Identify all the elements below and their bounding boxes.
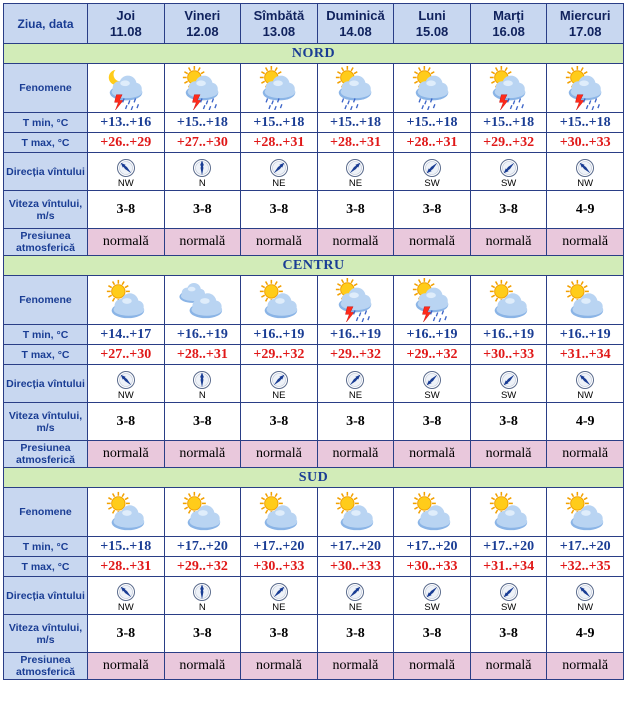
wind-speed-value: 3-8 <box>241 191 318 229</box>
tmin-value: +17..+20 <box>164 537 241 557</box>
phenomena-cell <box>317 488 394 537</box>
wind-compass-icon <box>318 158 394 178</box>
day-name: Marți <box>493 7 525 23</box>
wind-speed-value: 3-8 <box>470 615 547 653</box>
wind-speed-value: 4-9 <box>547 615 624 653</box>
day-name: Sîmbătă <box>253 7 305 23</box>
pressure-value: normală <box>547 653 624 680</box>
pressure-value: normală <box>88 229 165 256</box>
tmax-row <box>4 345 624 365</box>
pressure-row <box>4 229 624 256</box>
wind-compass-icon <box>318 582 394 602</box>
phenomena-cell <box>547 64 624 113</box>
wind-speed-value: 3-8 <box>317 403 394 441</box>
phenomena-cell <box>470 64 547 113</box>
row-label-wind-speed: Viteza vîntului, m/s <box>4 403 88 441</box>
tmin-value: +17..+20 <box>394 537 471 557</box>
tmin-value: +17..+20 <box>470 537 547 557</box>
wind-direction-label: SW <box>424 177 440 189</box>
tmin-row <box>4 113 624 133</box>
wind-speed-value: 3-8 <box>470 191 547 229</box>
sun-cloud-rain-icon <box>241 66 317 110</box>
row-label-phenomena: Fenomene <box>4 64 88 113</box>
phenomena-cell <box>394 276 471 325</box>
day-name: Joi <box>116 7 136 23</box>
wind-speed-value: 3-8 <box>317 191 394 229</box>
sun-cloud-thunder-rain-icon <box>318 278 394 322</box>
wind-speed-value: 3-8 <box>394 191 471 229</box>
wind-direction-label: NE <box>348 601 363 613</box>
wind-compass-icon <box>471 158 547 178</box>
day-header <box>394 4 471 44</box>
day-header <box>164 4 241 44</box>
wind-compass-icon <box>547 158 623 178</box>
wind-direction-cell <box>241 365 318 403</box>
tmin-value: +17..+20 <box>547 537 624 557</box>
tmax-row <box>4 133 624 153</box>
region-row <box>4 44 624 64</box>
wind-speed-value: 4-9 <box>547 403 624 441</box>
tmax-value: +32..+35 <box>547 557 624 577</box>
header-row <box>4 4 624 44</box>
day-header <box>317 4 394 44</box>
tmin-value: +16..+19 <box>394 325 471 345</box>
pressure-value: normală <box>317 653 394 680</box>
day-date: 15.08 <box>415 23 449 39</box>
sun-cloud-icon <box>471 490 547 534</box>
tmax-value: +28..+31 <box>88 557 165 577</box>
wind-direction-cell <box>317 577 394 615</box>
wind-direction-label: NW <box>577 601 594 613</box>
phenomena-cell <box>241 64 318 113</box>
pressure-value: normală <box>394 229 471 256</box>
wind-compass-icon <box>394 370 470 390</box>
tmax-value: +31..+34 <box>470 557 547 577</box>
wind-direction-cell <box>88 153 165 191</box>
row-label-phenomena: Fenomene <box>4 276 88 325</box>
day-header <box>547 4 624 44</box>
tmax-value: +31..+34 <box>547 345 624 365</box>
tmax-value: +27..+30 <box>88 345 165 365</box>
wind-compass-icon <box>318 370 394 390</box>
wind-compass-icon <box>394 158 470 178</box>
pressure-value: normală <box>164 441 241 468</box>
tmin-value: +16..+19 <box>164 325 241 345</box>
sun-cloud-icon <box>241 278 317 322</box>
sun-cloud-thunder-rain-icon <box>165 66 241 110</box>
pressure-value: normală <box>241 441 318 468</box>
phenomena-row <box>4 276 624 325</box>
phenomena-row <box>4 488 624 537</box>
wind-speed-value: 3-8 <box>88 615 165 653</box>
row-label-wind-speed: Viteza vîntului, m/s <box>4 615 88 653</box>
wind-speed-value: 3-8 <box>241 615 318 653</box>
wind-speed-value: 3-8 <box>394 615 471 653</box>
wind-speed-row <box>4 615 624 653</box>
wind-direction-label: N <box>198 177 206 189</box>
tmin-value: +15..+18 <box>241 113 318 133</box>
row-label-tmax: T max, °C <box>4 133 88 153</box>
wind-direction-label: NE <box>272 601 286 613</box>
wind-direction-cell <box>317 153 394 191</box>
phenomena-cell <box>88 64 165 113</box>
phenomena-cell <box>394 64 471 113</box>
sun-cloud-icon <box>88 278 164 322</box>
wind-direction-cell <box>317 365 394 403</box>
phenomena-cell <box>317 64 394 113</box>
forecast-body <box>4 4 624 680</box>
wind-compass-icon <box>165 370 241 390</box>
wind-speed-value: 3-8 <box>88 403 165 441</box>
tmin-row <box>4 537 624 557</box>
phenomena-cell <box>164 488 241 537</box>
wind-direction-cell <box>241 577 318 615</box>
tmin-value: +15..+18 <box>164 113 241 133</box>
row-label-wind-speed: Viteza vîntului, m/s <box>4 191 88 229</box>
cloud-icon <box>165 278 241 322</box>
tmax-value: +28..+31 <box>317 133 394 153</box>
wind-direction-label: N <box>198 389 206 401</box>
wind-direction-cell <box>394 153 471 191</box>
tmin-value: +16..+19 <box>241 325 318 345</box>
sun-cloud-icon <box>547 278 623 322</box>
phenomena-cell <box>547 488 624 537</box>
wind-compass-icon <box>165 158 241 178</box>
phenomena-row <box>4 64 624 113</box>
tmin-value: +15..+18 <box>88 537 165 557</box>
row-label-tmin: T min, °C <box>4 537 88 557</box>
wind-speed-value: 3-8 <box>317 615 394 653</box>
wind-direction-label: SW <box>424 601 440 613</box>
tmin-value: +16..+19 <box>547 325 624 345</box>
sun-cloud-icon <box>394 490 470 534</box>
tmin-value: +15..+18 <box>547 113 624 133</box>
wind-compass-icon <box>547 582 623 602</box>
day-header <box>88 4 165 44</box>
row-label-tmin: T min, °C <box>4 113 88 133</box>
wind-compass-icon <box>241 370 317 390</box>
tmax-value: +29..+32 <box>164 557 241 577</box>
wind-compass-icon <box>547 370 623 390</box>
tmin-value: +14..+17 <box>88 325 165 345</box>
wind-direction-label: NW <box>577 389 594 401</box>
row-label-tmax: T max, °C <box>4 345 88 365</box>
wind-direction-label: SW <box>500 601 517 613</box>
day-name: Duminică <box>326 7 385 23</box>
day-name: Luni <box>418 7 446 23</box>
pressure-value: normală <box>394 653 471 680</box>
wind-direction-label: SW <box>500 177 517 189</box>
wind-direction-label: NE <box>348 177 363 189</box>
tmax-row <box>4 557 624 577</box>
tmin-value: +17..+20 <box>241 537 318 557</box>
wind-direction-label: NW <box>117 389 134 401</box>
pressure-value: normală <box>164 229 241 256</box>
pressure-value: normală <box>241 653 318 680</box>
day-date: 17.08 <box>568 23 602 39</box>
wind-compass-icon <box>88 370 164 390</box>
phenomena-cell <box>164 64 241 113</box>
wind-direction-label: SW <box>424 389 440 401</box>
row-label-wind-dir: Direcția vîntului <box>4 153 88 191</box>
wind-direction-cell <box>394 365 471 403</box>
pressure-value: normală <box>164 653 241 680</box>
tmax-value: +29..+32 <box>394 345 471 365</box>
sun-cloud-icon <box>88 490 164 534</box>
wind-compass-icon <box>88 582 164 602</box>
sun-cloud-rain-icon <box>394 66 470 110</box>
forecast-table <box>3 3 624 680</box>
region-title: NORD <box>4 44 624 64</box>
day-date: 11.08 <box>109 23 142 39</box>
wind-compass-icon <box>241 158 317 178</box>
wind-direction-label: NE <box>272 389 286 401</box>
wind-direction-cell <box>164 153 241 191</box>
tmin-value: +15..+18 <box>317 113 394 133</box>
pressure-value: normală <box>88 653 165 680</box>
wind-direction-label: NW <box>577 177 594 189</box>
row-label-pressure: Presiunea atmosferică <box>4 229 88 256</box>
sun-cloud-icon <box>547 490 623 534</box>
tmax-value: +28..+31 <box>164 345 241 365</box>
wind-direction-label: NW <box>117 177 134 189</box>
phenomena-cell <box>241 276 318 325</box>
sun-cloud-thunder-rain-icon <box>471 66 547 110</box>
wind-speed-row <box>4 191 624 229</box>
sun-cloud-thunder-rain-icon <box>547 66 623 110</box>
wind-speed-value: 3-8 <box>88 191 165 229</box>
wind-direction-cell <box>547 577 624 615</box>
wind-speed-value: 3-8 <box>164 615 241 653</box>
sun-cloud-icon <box>318 490 394 534</box>
wind-direction-cell <box>394 577 471 615</box>
tmax-value: +30..+33 <box>547 133 624 153</box>
wind-compass-icon <box>471 370 547 390</box>
tmax-value: +28..+31 <box>241 133 318 153</box>
wind-direction-cell <box>547 365 624 403</box>
region-title: CENTRU <box>4 256 624 276</box>
wind-speed-value: 3-8 <box>394 403 471 441</box>
tmax-value: +28..+31 <box>394 133 471 153</box>
wind-speed-value: 3-8 <box>164 191 241 229</box>
pressure-value: normală <box>470 229 547 256</box>
corner-label: Ziua, data <box>4 4 88 44</box>
wind-compass-icon <box>165 582 241 602</box>
phenomena-cell <box>394 488 471 537</box>
row-label-pressure: Presiunea atmosferică <box>4 653 88 680</box>
wind-direction-cell <box>547 153 624 191</box>
wind-speed-value: 3-8 <box>164 403 241 441</box>
tmin-value: +17..+20 <box>317 537 394 557</box>
row-label-tmin: T min, °C <box>4 325 88 345</box>
wind-direction-label: N <box>198 601 206 613</box>
sun-cloud-rain-icon <box>318 66 394 110</box>
phenomena-cell <box>164 276 241 325</box>
wind-direction-cell <box>470 365 547 403</box>
day-name: Miercuri <box>559 7 611 23</box>
phenomena-cell <box>547 276 624 325</box>
pressure-value: normală <box>241 229 318 256</box>
wind-dir-row <box>4 577 624 615</box>
moon-cloud-thunder-rain-icon <box>88 66 164 110</box>
wind-compass-icon <box>394 582 470 602</box>
wind-speed-row <box>4 403 624 441</box>
day-date: 16.08 <box>492 23 525 39</box>
wind-direction-label: NE <box>348 389 363 401</box>
wind-direction-label: NW <box>117 601 134 613</box>
tmax-value: +29..+32 <box>241 345 318 365</box>
pressure-row <box>4 653 624 680</box>
wind-direction-cell <box>88 365 165 403</box>
pressure-value: normală <box>88 441 165 468</box>
pressure-value: normală <box>317 229 394 256</box>
tmin-value: +16..+19 <box>317 325 394 345</box>
tmin-value: +16..+19 <box>470 325 547 345</box>
tmax-value: +29..+32 <box>317 345 394 365</box>
tmax-value: +30..+33 <box>317 557 394 577</box>
pressure-value: normală <box>394 441 471 468</box>
wind-dir-row <box>4 365 624 403</box>
day-name: Vineri <box>184 7 221 23</box>
pressure-value: normală <box>317 441 394 468</box>
wind-direction-cell <box>164 577 241 615</box>
wind-compass-icon <box>88 158 164 178</box>
row-label-wind-dir: Direcția vîntului <box>4 365 88 403</box>
tmax-value: +30..+33 <box>394 557 471 577</box>
wind-direction-cell <box>88 577 165 615</box>
wind-speed-value: 4-9 <box>547 191 624 229</box>
tmax-value: +26..+29 <box>88 133 165 153</box>
tmin-value: +13..+16 <box>88 113 165 133</box>
tmax-value: +27..+30 <box>164 133 241 153</box>
day-date: 14.08 <box>339 23 372 39</box>
sun-cloud-icon <box>165 490 241 534</box>
tmin-row <box>4 325 624 345</box>
tmax-value: +29..+32 <box>470 133 547 153</box>
row-label-phenomena: Fenomene <box>4 488 88 537</box>
phenomena-cell <box>88 488 165 537</box>
tmin-value: +15..+18 <box>394 113 471 133</box>
row-label-pressure: Presiunea atmosferică <box>4 441 88 468</box>
tmax-value: +30..+33 <box>241 557 318 577</box>
sun-cloud-icon <box>241 490 317 534</box>
phenomena-cell <box>241 488 318 537</box>
day-header <box>470 4 547 44</box>
wind-speed-value: 3-8 <box>470 403 547 441</box>
pressure-value: normală <box>470 653 547 680</box>
wind-dir-row <box>4 153 624 191</box>
tmax-value: +30..+33 <box>470 345 547 365</box>
phenomena-cell <box>317 276 394 325</box>
wind-direction-label: SW <box>500 389 517 401</box>
wind-compass-icon <box>241 582 317 602</box>
wind-compass-icon <box>471 582 547 602</box>
wind-direction-cell <box>470 153 547 191</box>
pressure-row <box>4 441 624 468</box>
wind-speed-value: 3-8 <box>241 403 318 441</box>
wind-direction-cell <box>164 365 241 403</box>
region-row <box>4 256 624 276</box>
day-date: 12.08 <box>186 23 219 39</box>
phenomena-cell <box>470 276 547 325</box>
wind-direction-cell <box>470 577 547 615</box>
pressure-value: normală <box>547 229 624 256</box>
region-row <box>4 468 624 488</box>
region-title: SUD <box>4 468 624 488</box>
wind-direction-cell <box>241 153 318 191</box>
pressure-value: normală <box>547 441 624 468</box>
row-label-wind-dir: Direcția vîntului <box>4 577 88 615</box>
pressure-value: normală <box>470 441 547 468</box>
day-header <box>241 4 318 44</box>
wind-direction-label: NE <box>272 177 286 189</box>
phenomena-cell <box>470 488 547 537</box>
sun-cloud-icon <box>471 278 547 322</box>
sun-cloud-thunder-rain-icon <box>394 278 470 322</box>
phenomena-cell <box>88 276 165 325</box>
day-date: 13.08 <box>262 23 296 39</box>
tmin-value: +15..+18 <box>470 113 547 133</box>
row-label-tmax: T max, °C <box>4 557 88 577</box>
